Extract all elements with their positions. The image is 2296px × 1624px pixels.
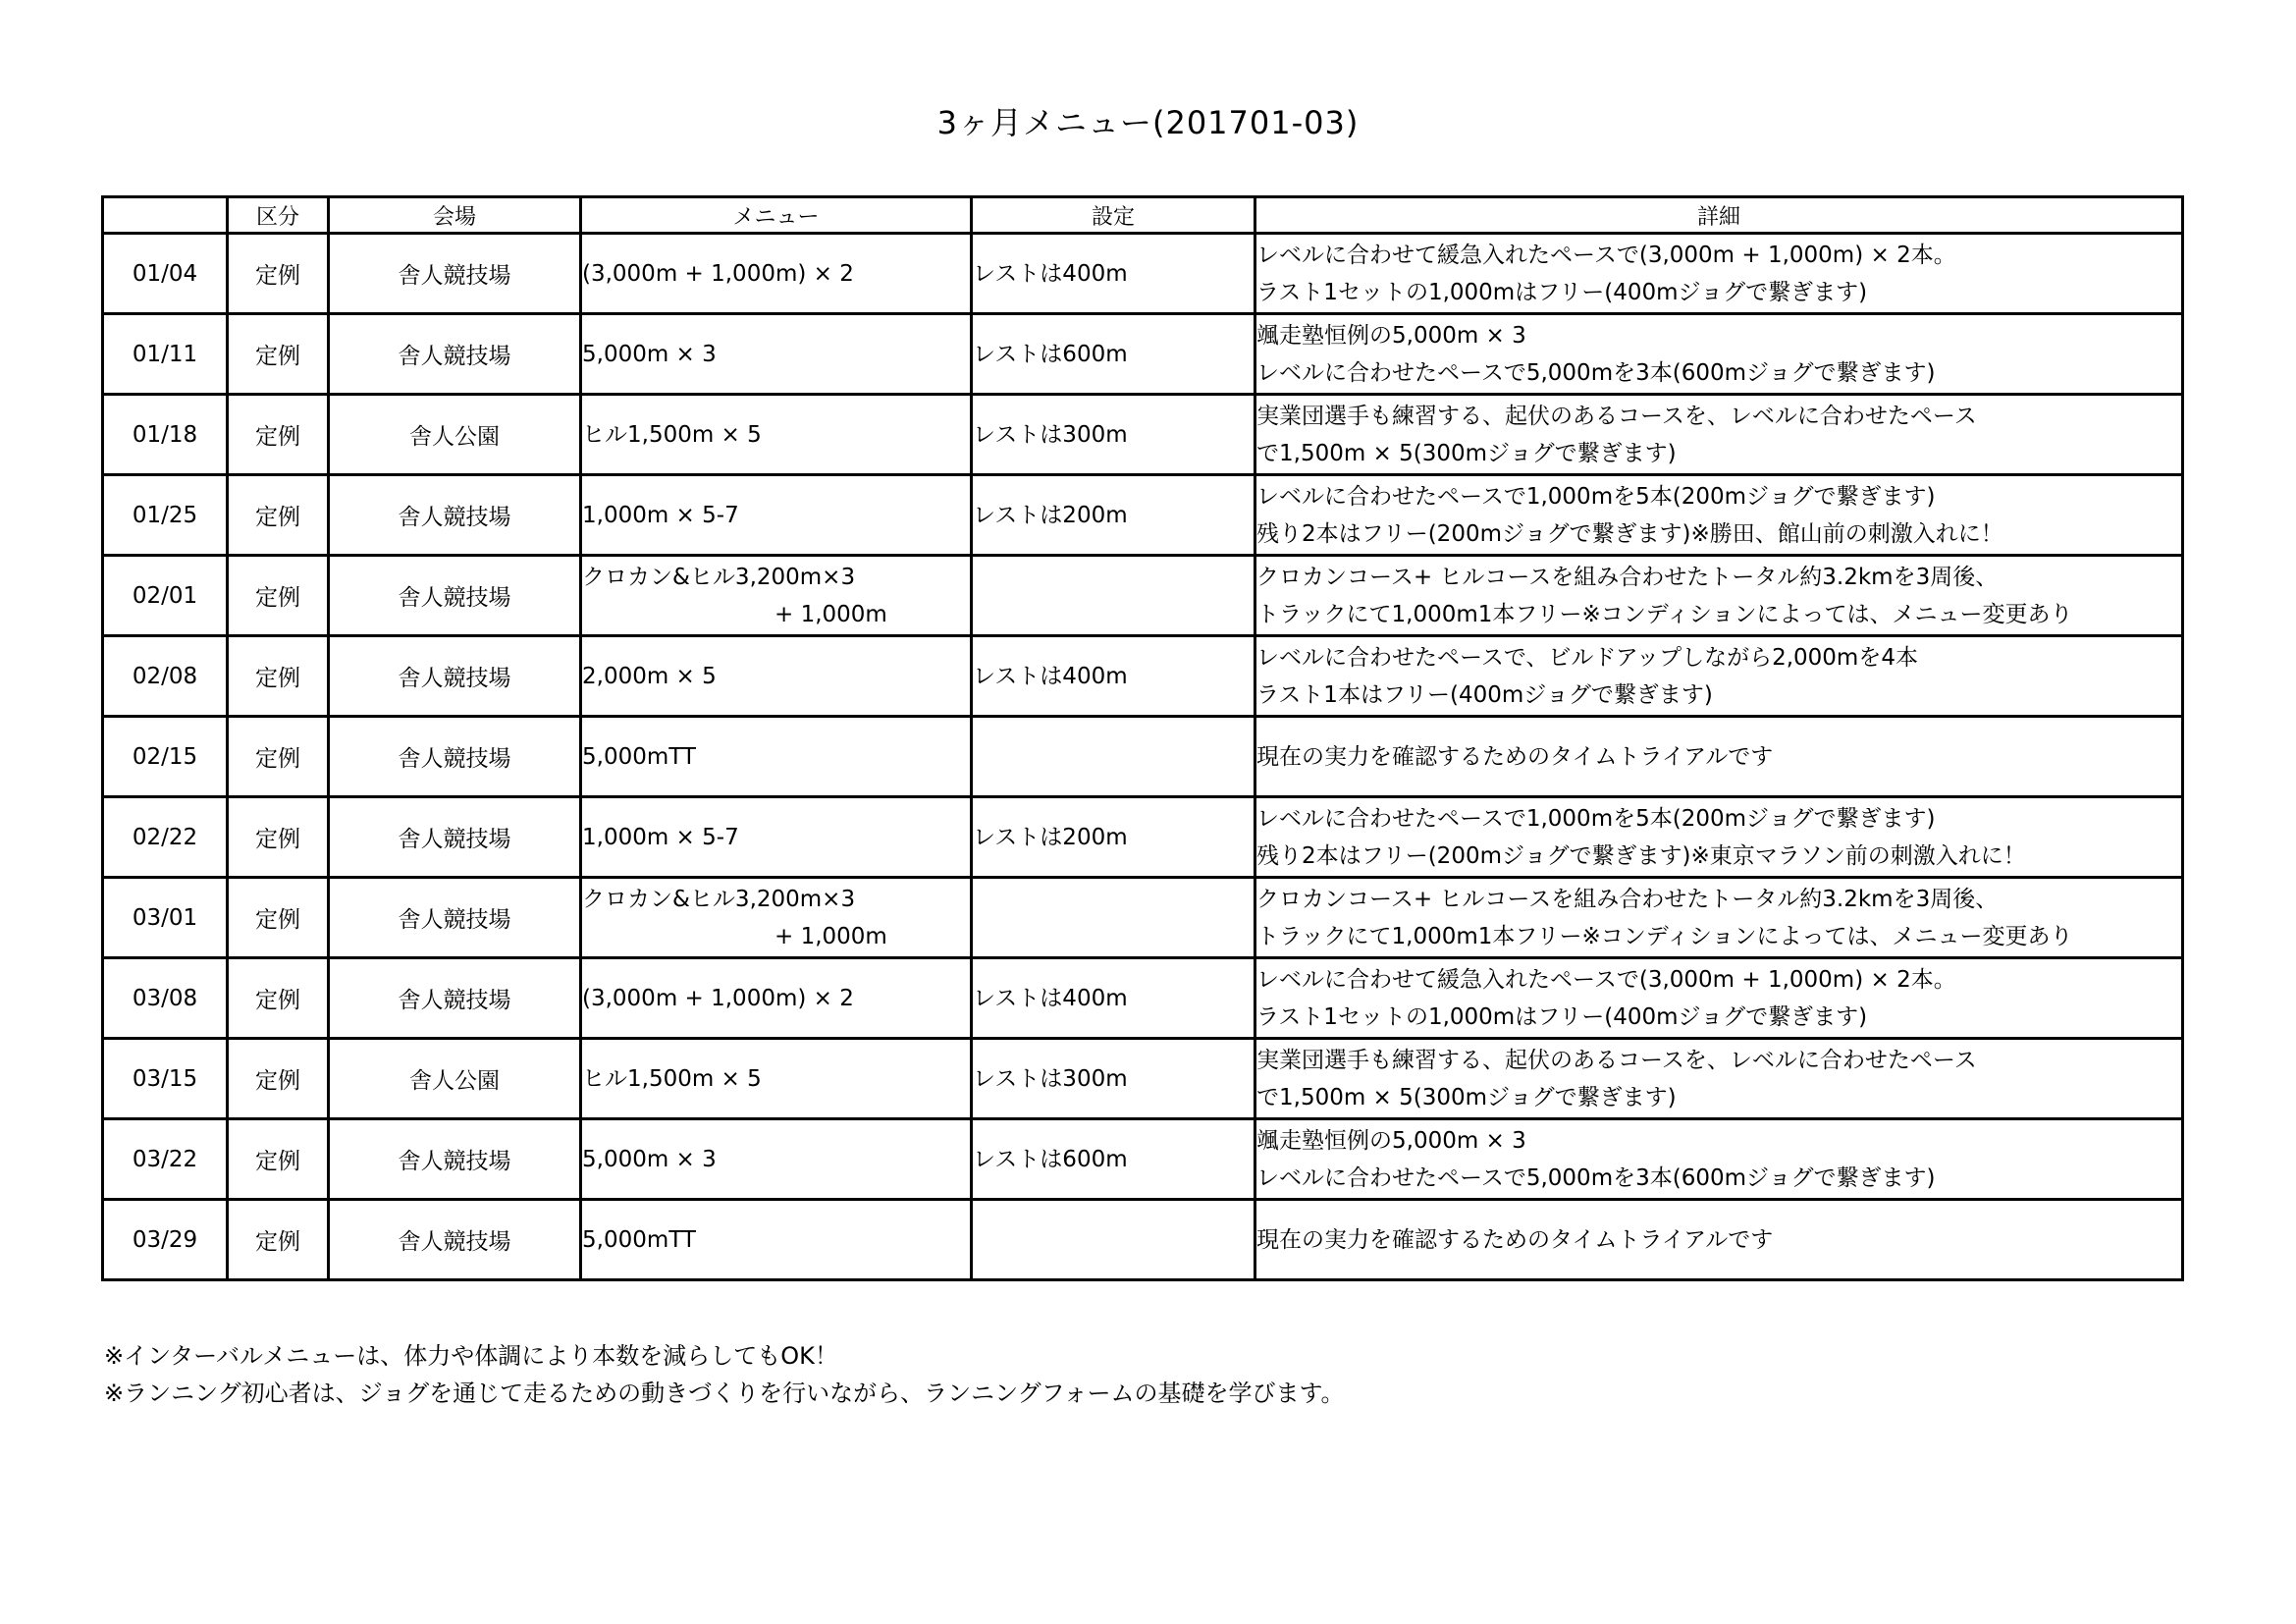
menu-line: 5,000m × 3: [582, 341, 717, 367]
table-body: [103, 234, 2183, 1280]
setting-text: レストは200m: [973, 502, 1128, 528]
date-cell: 01/04: [103, 234, 228, 314]
detail-cell: [1255, 1200, 2183, 1280]
table-row: [103, 234, 2183, 314]
date-cell: 02/22: [103, 797, 228, 878]
menu-line: ヒル1,500m × 5: [582, 421, 762, 448]
note-line: ※ランニング初心者は、ジョグを通じて走るための動きづくりを行いながら、ランニングフォームの基礎を学びます。: [104, 1380, 1345, 1407]
date-cell: 03/29: [103, 1200, 228, 1280]
venue-cell: 舎人競技場: [329, 797, 581, 878]
menu-line: 5,000m × 3: [582, 1146, 717, 1172]
detail-line: 残り2本はフリー(200mジョグで繋ぎます)※勝田、館山前の刺激入れに！: [1256, 520, 2003, 547]
detail-line: レベルに合わせたペースで5,000mを3本(600mジョグで繋ぎます): [1256, 1164, 1936, 1191]
setting-text: [973, 1221, 1254, 1259]
notes: [104, 1337, 1345, 1412]
detail-line: 颯走塾恒例の5,000m × 3: [1256, 322, 1526, 349]
venue-cell: 舎人公園: [329, 1039, 581, 1119]
date-cell: 02/15: [103, 717, 228, 797]
page-title: 3ヶ月メニュー(201701-03): [936, 104, 1360, 141]
kubun-cell: 定例: [228, 314, 329, 395]
detail-line: レベルに合わせたペースで1,000mを5本(200mジョグで繋ぎます): [1256, 805, 1936, 832]
detail-cell: [1255, 314, 2183, 395]
venue-cell: 舎人競技場: [329, 475, 581, 556]
setting-cell: [972, 878, 1255, 958]
menu-cell: [581, 1119, 972, 1200]
date-cell: 03/08: [103, 958, 228, 1039]
detail-line: 現在の実力を確認するためのタイムトライアルです: [1256, 743, 1774, 770]
detail-line: クロカンコース+ ヒルコースを組み合わせたトータル約3.2kmを3周後、: [1256, 564, 1999, 590]
kubun-cell: 定例: [228, 395, 329, 475]
detail-cell: [1255, 958, 2183, 1039]
venue-cell: 舎人競技場: [329, 234, 581, 314]
note-line: ※インターバルメニューは、体力や体調により本数を減らしてもOK！: [104, 1342, 838, 1370]
menu-line: + 1,000m: [774, 601, 887, 627]
setting-text: [973, 738, 1254, 776]
menu-line: 5,000mTT: [582, 743, 696, 770]
menu-cell: [581, 1200, 972, 1280]
detail-cell: [1255, 1039, 2183, 1119]
header-venue: 会場: [329, 197, 581, 234]
venue-cell: 舎人競技場: [329, 1200, 581, 1280]
menu-line: 1,000m × 5-7: [582, 824, 739, 850]
menu-line: 1,000m × 5-7: [582, 502, 739, 528]
menu-cell: [581, 314, 972, 395]
header-setting: 設定: [972, 197, 1255, 234]
setting-text: [973, 899, 1254, 937]
table-row: [103, 878, 2183, 958]
date-cell: 03/22: [103, 1119, 228, 1200]
table-row: [103, 797, 2183, 878]
setting-cell: [972, 958, 1255, 1039]
menu-line: (3,000m + 1,000m) × 2: [582, 985, 854, 1011]
kubun-cell: 定例: [228, 1119, 329, 1200]
detail-line: レベルに合わせたペースで5,000mを3本(600mジョグで繋ぎます): [1256, 359, 1936, 386]
setting-cell: [972, 395, 1255, 475]
detail-line: 現在の実力を確認するためのタイムトライアルです: [1256, 1226, 1774, 1253]
setting-cell: [972, 636, 1255, 717]
kubun-cell: 定例: [228, 1200, 329, 1280]
header-kubun: 区分: [228, 197, 329, 234]
detail-line: ラスト1セットの1,000mはフリー(400mジョグで繋ぎます): [1256, 279, 1868, 305]
detail-line: で1,500m × 5(300mジョグで繋ぎます): [1256, 1084, 1677, 1110]
date-cell: 02/08: [103, 636, 228, 717]
menu-line: クロカン&ヒル3,200m×3: [582, 564, 856, 590]
setting-text: [973, 577, 1254, 615]
setting-text: レストは300m: [973, 1065, 1128, 1092]
detail-cell: [1255, 395, 2183, 475]
menu-line: ヒル1,500m × 5: [582, 1065, 762, 1092]
setting-cell: [972, 797, 1255, 878]
kubun-cell: 定例: [228, 958, 329, 1039]
venue-cell: 舎人競技場: [329, 636, 581, 717]
detail-line: レベルに合わせて緩急入れたペースで(3,000m + 1,000m) × 2本。: [1256, 966, 1956, 993]
date-cell: 03/15: [103, 1039, 228, 1119]
kubun-cell: 定例: [228, 797, 329, 878]
detail-line: レベルに合わせたペースで1,000mを5本(200mジョグで繋ぎます): [1256, 483, 1936, 510]
detail-cell: [1255, 636, 2183, 717]
detail-cell: [1255, 1119, 2183, 1200]
table-row: [103, 717, 2183, 797]
date-cell: 01/18: [103, 395, 228, 475]
detail-line: で1,500m × 5(300mジョグで繋ぎます): [1256, 440, 1677, 466]
detail-line: クロカンコース+ ヒルコースを組み合わせたトータル約3.2kmを3周後、: [1256, 886, 1999, 912]
table-row: [103, 958, 2183, 1039]
date-cell: 03/01: [103, 878, 228, 958]
venue-cell: 舎人競技場: [329, 878, 581, 958]
menu-cell: [581, 475, 972, 556]
menu-line: 2,000m × 5: [582, 663, 717, 689]
setting-text: レストは400m: [973, 260, 1128, 287]
menu-cell: [581, 395, 972, 475]
detail-cell: [1255, 475, 2183, 556]
menu-cell: [581, 1039, 972, 1119]
detail-line: レベルに合わせたペースで、ビルドアップしながら2,000mを4本: [1256, 644, 1918, 671]
setting-text: レストは200m: [973, 824, 1128, 850]
detail-line: 颯走塾恒例の5,000m × 3: [1256, 1127, 1526, 1154]
setting-cell: [972, 475, 1255, 556]
menu-cell: [581, 556, 972, 636]
venue-cell: 舎人競技場: [329, 556, 581, 636]
header-date: [103, 197, 228, 234]
detail-cell: [1255, 234, 2183, 314]
table-row: [103, 1039, 2183, 1119]
menu-line: (3,000m + 1,000m) × 2: [582, 260, 854, 287]
table-row: [103, 314, 2183, 395]
detail-cell: [1255, 797, 2183, 878]
menu-cell: [581, 636, 972, 717]
table-row: [103, 395, 2183, 475]
table-row: [103, 1200, 2183, 1280]
venue-cell: 舎人競技場: [329, 1119, 581, 1200]
menu-line: クロカン&ヒル3,200m×3: [582, 886, 856, 912]
setting-cell: [972, 234, 1255, 314]
date-cell: 01/11: [103, 314, 228, 395]
menu-cell: [581, 717, 972, 797]
date-cell: 01/25: [103, 475, 228, 556]
menu-cell: [581, 797, 972, 878]
detail-line: ラスト1本はフリー(400mジョグで繋ぎます): [1256, 681, 1713, 708]
venue-cell: 舎人競技場: [329, 314, 581, 395]
setting-cell: [972, 1200, 1255, 1280]
table-row: [103, 475, 2183, 556]
menu-cell: [581, 958, 972, 1039]
setting-cell: [972, 556, 1255, 636]
header-detail: 詳細: [1255, 197, 2183, 234]
setting-text: レストは300m: [973, 421, 1128, 448]
venue-cell: 舎人競技場: [329, 958, 581, 1039]
setting-cell: [972, 717, 1255, 797]
venue-cell: 舎人競技場: [329, 717, 581, 797]
kubun-cell: 定例: [228, 636, 329, 717]
menu-line: + 1,000m: [774, 923, 887, 949]
kubun-cell: 定例: [228, 556, 329, 636]
detail-line: 残り2本はフリー(200mジョグで繋ぎます)※東京マラソン前の刺激入れに！: [1256, 842, 2026, 869]
detail-line: レベルに合わせて緩急入れたペースで(3,000m + 1,000m) × 2本。: [1256, 242, 1956, 268]
menu-cell: [581, 878, 972, 958]
menu-cell: [581, 234, 972, 314]
detail-line: 実業団選手も練習する、起伏のあるコースを、レベルに合わせたペース: [1256, 1047, 1977, 1073]
setting-text: レストは600m: [973, 341, 1128, 367]
detail-cell: [1255, 556, 2183, 636]
header-menu: メニュー: [581, 197, 972, 234]
kubun-cell: 定例: [228, 878, 329, 958]
setting-text: レストは400m: [973, 985, 1128, 1011]
kubun-cell: 定例: [228, 717, 329, 797]
venue-cell: 舎人公園: [329, 395, 581, 475]
setting-text: レストは600m: [973, 1146, 1128, 1172]
kubun-cell: 定例: [228, 1039, 329, 1119]
table-row: [103, 636, 2183, 717]
detail-cell: [1255, 878, 2183, 958]
detail-line: ラスト1セットの1,000mはフリー(400mジョグで繋ぎます): [1256, 1003, 1868, 1030]
detail-line: トラックにて1,000m1本フリー※コンディションによっては、メニュー変更あり: [1256, 601, 2073, 627]
menu-line: 5,000mTT: [582, 1226, 696, 1253]
table-row: [103, 1119, 2183, 1200]
setting-cell: [972, 314, 1255, 395]
setting-cell: [972, 1039, 1255, 1119]
detail-cell: [1255, 717, 2183, 797]
date-cell: 02/01: [103, 556, 228, 636]
setting-cell: [972, 1119, 1255, 1200]
setting-text: レストは400m: [973, 663, 1128, 689]
table-row: [103, 556, 2183, 636]
table-header-row: [103, 197, 2183, 234]
detail-line: トラックにて1,000m1本フリー※コンディションによっては、メニュー変更あり: [1256, 923, 2073, 949]
kubun-cell: 定例: [228, 475, 329, 556]
detail-line: 実業団選手も練習する、起伏のあるコースを、レベルに合わせたペース: [1256, 403, 1977, 429]
schedule-table: [101, 195, 2184, 1281]
kubun-cell: 定例: [228, 234, 329, 314]
